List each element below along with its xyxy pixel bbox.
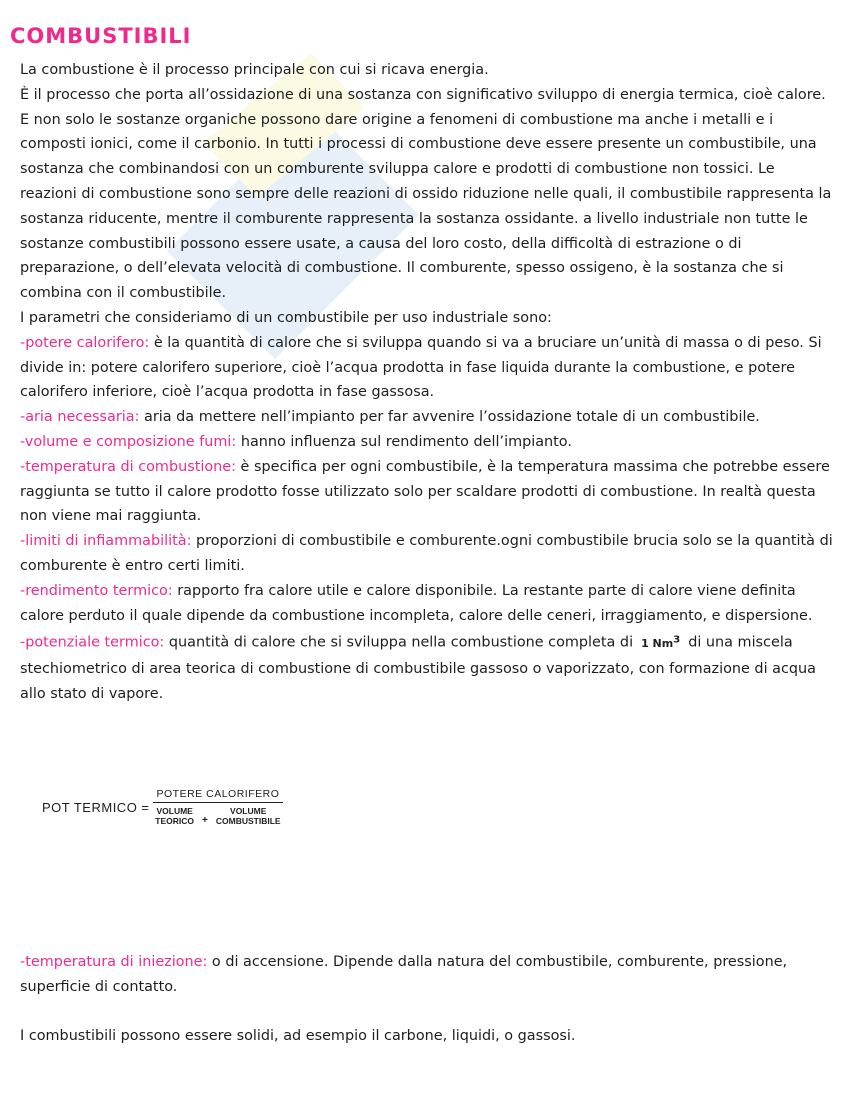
param-item — [20, 405, 835, 430]
param-item-iniezione — [20, 950, 835, 1000]
param-text: proporzioni di combustibile e comburente.ogni combustibile brucia solo se la quantità di comburente è entro certi limiti. — [20, 533, 833, 574]
param-item — [20, 455, 835, 529]
param-term: -potere calorifero: — [20, 334, 150, 351]
param-term: -aria necessaria: — [20, 409, 140, 426]
den-left-line-1: VOLUME — [156, 806, 193, 816]
param-text: aria da mettere nell’impianto per far avvenire l’ossidazione totale di un combustibile. — [139, 409, 760, 426]
param-text: è specifica per ogni combustibile, è la temperatura massima che potrebbe essere raggiunta se tutto il calore prodotto fosse utilizzato solo per scaldare prodotti di combustione. In realtà questa non viene mai raggiunta. — [20, 458, 830, 525]
formula-numerator: POTERE CALORIFERO — [153, 788, 284, 803]
param-term: -temperatura di combustione: — [20, 458, 236, 475]
param-text: è la quantità di calore che si sviluppa quando si va a bruciare un’unità di massa o di peso. Si divide in: potere calorifero superiore, cioè l’acqua prodotta in fase liquida durante la combustione, e potere calorifero inferiore, cioè l’acqua prodotta in fase gassosa. — [20, 334, 822, 401]
param-text: o di accensione. Dipende dalla natura del combustibile, comburente, pressione, superficie di contatto. — [20, 954, 788, 995]
unit-exponent: 3 — [673, 634, 681, 646]
param-item — [20, 331, 835, 405]
param-text: hanno influenza sul rendimento dell’impianto. — [236, 433, 572, 450]
closing-line: I combustibili possono essere solidi, ad esempio il carbone, liquidi, o gassosi. — [20, 1028, 576, 1045]
param-text: quantità di calore che si sviluppa nella combustione completa di — [164, 634, 634, 651]
param-term: -limiti di infiammabilità: — [20, 533, 192, 550]
param-text: rapporto fra calore utile e calore disponibile. La restante parte di calore viene definita calore perduto il quale dipende da combustione incompleta, calore delle ceneri, irraggiamento, e dispersione. — [20, 582, 813, 624]
param-term: -temperatura di iniezione: — [20, 954, 208, 970]
intro-line: La combustione è il processo principale con cui si ricava energia. — [20, 62, 489, 78]
param-item-potenziale — [20, 628, 835, 706]
den-right-line-2: COMBUSTIBILE — [215, 816, 281, 826]
formula-denominator — [155, 803, 280, 826]
plus-sign: + — [202, 815, 208, 826]
param-term: -rendimento termico: — [20, 582, 173, 599]
formula-pot-termico — [42, 788, 283, 826]
formula-fraction — [153, 788, 284, 826]
unit-label: 1 Nm — [641, 636, 674, 650]
params-intro: I parametri che consideriamo di un combustibile per uso industriale sono: — [20, 309, 552, 326]
den-right-line-1: VOLUME — [230, 806, 267, 816]
param-text: di una miscela stechiometrico di area teorica di combustione di combustibile gassoso o vaporizzato, con formazione di acqua allo stato di vapore. — [20, 634, 816, 702]
denominator-right — [216, 806, 281, 826]
param-term: -volume e composizione fumi: — [20, 433, 237, 450]
param-item — [20, 529, 835, 579]
param-term: -potenziale termico: — [20, 634, 165, 651]
den-left-line-2: TEORICO — [155, 816, 195, 826]
formula-lhs: POT TERMICO = — [42, 799, 150, 815]
page-title: COMBUSTIBILI — [10, 24, 192, 48]
lower-text — [20, 950, 835, 1049]
intro-paragraph: È il processo che porta all’ossidazione di una sostanza con significativo sviluppo di energia termica, cioè calore. E non solo le sostanze organiche possono dare origine a fenomeni di combustione ma anche i metalli e i composti ionici, come il carbonio. In tutti i processi di combustione deve essere presente un combustibile, una sostanza che combinandosi con un comburente sviluppa calore e prodotti di combustione non tossici. Le reazioni di combustione sono sempre delle reazioni di ossido riduzione nelle quali, il combustibile rappresenta la sostanza riducente, mentre il comburente rappresenta la sostanza ossidante. a livello industriale non tutte le sostanze combustibili possono essere usate, a causa del loro costo, della difficoltà di estrazione o di preparazione, o dell’elevata velocità di combustione. Il comburente, spesso ossigeno, è la sostanza che si combina con il combustibile. — [20, 86, 832, 302]
main-text — [20, 58, 835, 706]
param-item — [20, 430, 835, 455]
unit-nm3 — [641, 634, 681, 650]
denominator-left — [155, 806, 194, 826]
param-item — [20, 579, 835, 629]
